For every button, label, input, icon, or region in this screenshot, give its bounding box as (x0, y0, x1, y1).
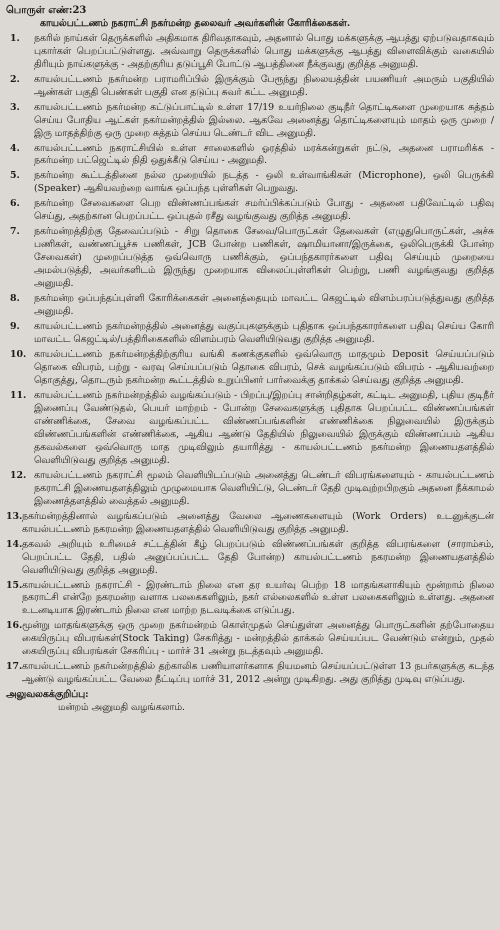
subject-number: பொருள் எண்:23 (6, 5, 87, 16)
page-title: காயல்பட்டணம் நகராட்சி நகர்மன்ற தலைவர் அவர்களின் கோரிக்கைகள். (40, 17, 351, 29)
item-number: 17. (6, 661, 23, 673)
item-text: நகர்மன்றத்தினால் வழங்கப்படும் அனைத்து வேலை ஆணைகளையும் (Work Orders) உடனுக்குடன் காயல்பட்டணம் நகரமன்ற இணையதளத்தில் வெளியிடுவது குறித்த அனுமதி. (22, 510, 494, 535)
list-item (6, 74, 494, 100)
list-item (6, 321, 494, 347)
item-text: காயல்பட்டணம் நகர்மன்றத்தில் தற்காலிக பணியாளர்களாக நியமனம் செய்யப்பட்டுள்ள 13 நபர்களுக்கு கடந்த ஆண்டு வழங்கப்பட்ட வேலை நீட்டிப்பு மார்ச் 31, 2012 அன்று முடிகிறது. அது குறித்து முடிவு எடுப்பது. (22, 661, 494, 686)
list-item (6, 33, 494, 72)
item-text: நகர்மன்ற சேவைகளை பெற விண்ணப்பங்கள் சமர்ப்பிக்கப்படும் போது - அதனை பதிவேட்டில் பதிவு செய்து, அதற்கான பெறப்பட்ட ஒப்புதல் ரசீது வழங்குவது குறித்த அனுமதி. (34, 198, 494, 223)
item-number: 7. (10, 226, 20, 238)
item-text: நகரில் நாய்கள் தெருக்களில் அதிகமாக திரிவதாகவும், அதனால் பொது மக்களுக்கு ஆபத்து ஏற்படுவதாகவும் புகார்கள் பெறப்பட்டுள்ளது. அவ்வாறு தெருக்களில் பொது மக்களுக்கு ஆபத்து விளைவிக்கும் வகையில் திரியும் நாய்களுக்கு - அதற்குரிய தடுப்பூசி போட்டு ஆபத்தினை நீக்குவது குறித்த அனுமதி. (34, 32, 494, 70)
list-item (6, 580, 494, 619)
item-number: 9. (10, 321, 20, 333)
list-item (6, 470, 494, 509)
list-item (6, 143, 494, 169)
list-item (6, 198, 494, 224)
list-item (6, 226, 494, 291)
item-text: காயல்பட்டணம் நகராட்சி - இரண்டாம் நிலை என தர உயர்வு பெற்ற 18 மாதங்களாகியும் மூன்றாம் நிலை நகராட்சி என்றே நகரமன்ற வளாக பலகைகளிலும், நகர் எல்லைகளில் உள்ள பலகைகளிலும் உள்ளது. அதனை உடனடியாக இரண்டாம் நிலை என மாற்ற நடவடிக்கை எடுப்பது. (22, 579, 494, 617)
item-text: காயல்பட்டணம் நகர்மன்ற பராமரிப்பில் இருக்கும் பேரூந்து நிலையத்தின் பயணியர் அமரும் பகுதியில் ஆண்கள் பகுதி பெண்கள் பகுதி என தடுப்பு சுவர் கட்ட அனுமதி. (34, 73, 494, 98)
list-item (6, 539, 494, 578)
office-note-text: மன்றம் அனுமதி வழங்கலாம். (58, 702, 185, 714)
item-number: 16. (6, 620, 23, 632)
item-text: காயல்பட்டணம் நகர்மன்றத்திற்குரிய வங்கி கணக்குகளில் ஒவ்வொரு மாதமும் Deposit செய்யப்படும் தொகை விபரம், பற்று - வரவு செய்யப்படும் தொகை விபரம், செக் வழங்கப்படும் விபரம் - ஆகியவற்றை தொகுத்து, தொடரும் நகர்மன்ற கூட்டத்தில் உறுப்பினர் பார்வைக்கு தாக்கல் செய்வது குறித்த அனுமதி. (34, 349, 494, 386)
list-item (6, 620, 494, 659)
item-number: 3. (10, 101, 20, 113)
item-number: 5. (10, 170, 20, 182)
item-number: 8. (10, 293, 20, 305)
item-text: நகர்மன்றத்திற்கு தேவைப்படும் - சிறு தொகை சேவை/பொருட்கள் தேவைகள் (எழுதுபொருட்கள், அச்சு பணிகள், வண்ணப்பூச்சு பணிகள், JCB போன்ற பணிகள், ஷாமியானா/இருக்கை, ஒலிபெருக்கி போன்ற சேவைகள்) முறைப்படுத்த ஒவ்வொரு பணிக்கும், ஒப்பந்தகாரர்களை பதிவு செய்யும் முறையை அமல்படுத்தி, அவர்களிடம் இருந்து முறையாக விலைப்புள்ளிகள் பெற்று, பணி வழங்குவது குறித்த அனுமதி. (34, 226, 494, 290)
item-text: மூன்று மாதங்களுக்கு ஒரு முறை நகர்மன்றம் கொள்முதல் செய்துள்ள அனைத்து பொருட்களின் தற்போதைய கையிருப்பு விபரங்கள்(Stock Taking) சேகரித்து - மன்றத்தில் தாக்கல் செய்யப்பட வேண்டும் என்றும், முதல் கையிருப்பு விபரங்கள் சேகரிப்பு - மார்ச் 31 அன்று நடத்தவும் அனுமதி. (22, 620, 494, 658)
item-text: காயல்பட்டணம் நகர்மன்றத்தில் அனைத்து வகுப்புகளுக்கும் புதிதாக ஒப்பந்தகாரர்களை பதிவு செய்ய கோரி மாவட்ட கெஜட்டில்/பத்திரிகைகளில் விளம்பரம் வெளியிடுவது குறித்த அனுமதி. (34, 321, 494, 346)
item-number: 4. (10, 142, 20, 154)
list-item (6, 349, 494, 388)
item-text: காயல்பட்டணம் நகராட்சி மூலம் வெளியிடப்படும் அனைத்து டெண்டர் விபரங்களையும் - காயல்பட்டணம் நகராட்சி இணையதளத்திலும் முழுமையாக வெளியிட்டு, டெண்டர் தேதி முடிவுற்றபிறகும் அதனை நீக்காமல் இணைத்தளத்தில் வைத்தல் அனுமதி. (34, 469, 494, 507)
item-number: 11. (10, 389, 27, 401)
list-item (6, 170, 494, 196)
item-text: நகர்மன்ற கூட்டத்தினை நல்ல முறையில் நடத்த - ஒலி உள்வாங்கிகள் (Microphone), ஒலி பெருக்கி (Speaker) ஆகியவற்றை வாங்க ஒப்பந்த புள்ளிகள் பெறுவது. (34, 170, 494, 195)
item-text: நகர்மன்ற ஒப்பந்தப்புள்ளி கோரிக்கைகள் அனைத்தையும் மாவட்ட கெஜட்டில் விளம்பரப்படுத்துவது குறித்த அனுமதி. (34, 293, 494, 318)
item-number: 12. (10, 469, 27, 481)
item-number: 13. (6, 510, 23, 522)
item-text: தகவல் அறியும் உரிமைச் சட்டத்தின் கீழ் பெறப்படும் விண்ணப்பங்கள் குறித்த விபரங்களை (சாராம்சம், பெறப்பட்ட தேதி, பதில் அனுப்பப்பட்ட தேதி போன்ற) காயல்பட்டணம் நகரமன்ற இணையதளத்தில் வெளியிடுவது குறித்த அனுமதி. (22, 538, 494, 576)
item-number: 2. (10, 73, 20, 85)
list-item (6, 390, 494, 468)
list-item (6, 102, 494, 141)
list-item (6, 293, 494, 319)
item-text: காயல்பட்டணம் நகராட்சியில் உள்ள சாலைகளில் ஓரத்தில் மரக்கன்றுகள் நட்டு, அதனை பராமரிக்க - நகர்மன்ற பட்ஜெட்டில் நிதி ஒதுக்கீடு செய்ய - அனுமதி. (34, 142, 495, 167)
item-number: 6. (10, 198, 20, 210)
office-note-label: அலுவலகக்குறிப்பு: (6, 689, 89, 701)
item-text: காயல்பட்டணம் நகர்மன்ற கட்டுப்பாட்டில் உள்ள 17/19 உயர்நிலை குடிநீர் தொட்டிகளை முறையாக சுத்தம் செய்ய போதிய ஆட்கள் நகர்மன்றத்தில் இல்லை. ஆகவே அனைத்து தொட்டிகளையும் மாதம் ஒரு முறை / இரு மாதத்திற்கு ஒரு முறை சுத்தம் செய்ய டெண்டர் விட அனுமதி. (34, 101, 494, 139)
list-item (6, 661, 494, 687)
item-number: 1. (10, 32, 20, 44)
item-text: காயல்பட்டணம் நகர்மன்றத்தில் வழங்கப்படும் - பிறப்பு/இறப்பு சான்றிதழ்கள், கட்டிட அனுமதி, புதிய குடிநீர் இணைப்பு வேண்டுதல், பெயர் மாற்றம் - போன்ற சேவைகளுக்கு புதிதாக பெறப்பட்ட விண்ணப்பங்கள் எண்ணிக்கை, சேவை வழங்கப்பட்ட விண்ணப்பங்களின் எண்ணிக்கை நிலுவையில் இருக்கும் விண்ணப்பங்களின் எண்ணிக்கை, ஆகிய ஆண்டு தேதியில் நிலுவையில் இருக்கும் விண்ணப்பம் ஆகிய தகவல்களை ஒவ்வொரு மாத முடிவிலும் தயாரித்து - காயல்பட்டணம் நகர்மன்ற இணையதளத்தில் வெளியிடுவது குறித்த அனுமதி. (34, 389, 494, 466)
item-number: 10. (10, 349, 27, 361)
item-number: 15. (6, 579, 23, 591)
item-number: 14. (6, 538, 23, 550)
list-item (6, 511, 494, 537)
request-list (6, 33, 494, 688)
